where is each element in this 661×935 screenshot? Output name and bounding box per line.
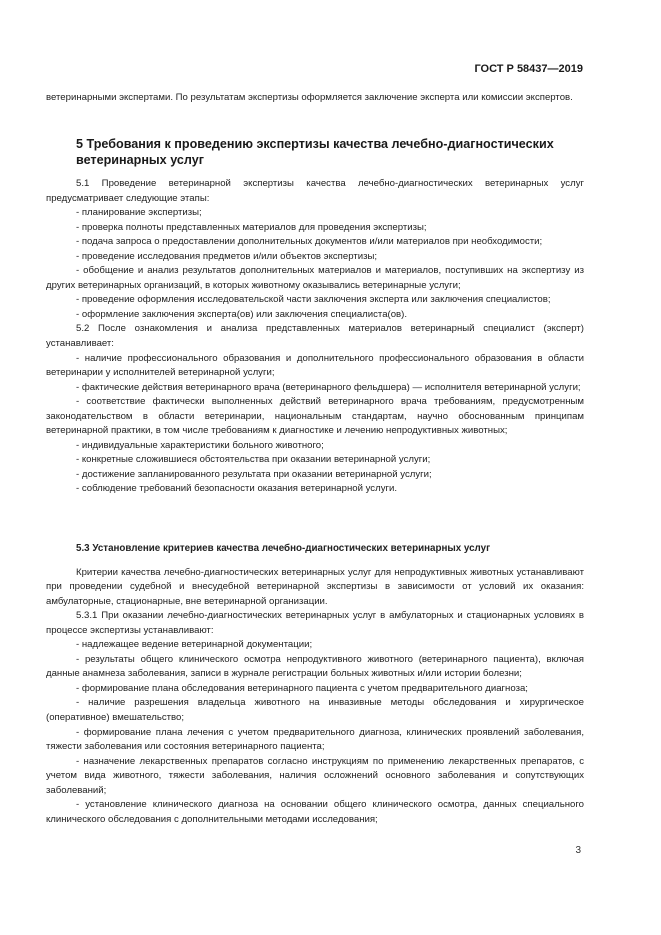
list-item: - формирование плана лечения с учетом предварительного диагноза, клинических проявлений заболевания, тяжести заболевания или состояния ветеринарного пациента; <box>46 726 584 753</box>
list-item: - проверка полноты представленных материалов для проведения экспертизы; <box>76 221 427 233</box>
list-item: - индивидуальные характеристики больного животного; <box>76 439 324 451</box>
list-item: - подача запроса о предоставлении дополнительных документов и/или материалов при необходимости; <box>76 236 543 248</box>
paragraph: ветеринарными экспертами. По результатам экспертизы оформляется заключение эксперта или комиссии экспертов. <box>46 92 573 103</box>
list-item: - достижение запланированного результата при оказании ветеринарной услуги; <box>76 468 432 480</box>
paragraph: 5.1 Проведение ветеринарной экспертизы качества лечебно-диагностических ветеринарных услуг предусматривает следующие этапы: <box>46 178 584 204</box>
list-item: - конкретные сложившиеся обстоятельства при оказании ветеринарной услуги; <box>76 454 431 466</box>
list-item: - наличие разрешения владельца животного на инвазивные методы обследования и хирургическое (оперативное) вмешательство; <box>46 697 584 724</box>
section-5-heading: 5 Требования к проведению экспертизы качества лечебно-диагностических ветеринарных услуг <box>76 137 554 167</box>
list-item: - наличие профессионального образования и дополнительного профессионального образования в области ветеринарии у исполнителей ветеринарной услуги; <box>46 352 584 379</box>
document-id: ГОСТ Р 58437—2019 <box>474 63 583 75</box>
list-item: - назначение лекарственных препаратов согласно инструкциям по применению лекарственных препаратов, с учетом вида животного, тяжести заболевания, наличия осложнений основного заболевания и сопутствующих заболеваний; <box>46 755 584 796</box>
list-item: - оформление заключения эксперта(ов) или заключения специалиста(ов). <box>76 308 408 320</box>
list-item: - планирование экспертизы; <box>76 207 202 219</box>
list-item: - проведение оформления исследовательской части заключения эксперта или заключения специалистов; <box>76 294 551 306</box>
section-5-3-body <box>46 542 584 827</box>
list-item: - надлежащее ведение ветеринарной документации; <box>76 639 313 651</box>
page-number: 3 <box>575 845 581 856</box>
list-item: - фактические действия ветеринарного врача (ветеринарного фельдшера) — исполнителя ветеринарной услуги; <box>76 381 581 393</box>
section-5-3-heading: 5.3 Установление критериев качества лечебно-диагностических ветеринарных услуг <box>76 543 491 554</box>
list-item: - результаты общего клинического осмотра непродуктивного животного (ветеринарного пациента), включая данные анамнеза заболевания, записи в журнале регистрации больных животных и/или истории болезни; <box>46 653 584 680</box>
list-item: - соблюдение требований безопасности оказания ветеринарной услуги. <box>76 483 398 495</box>
paragraph: 5.3.1 При оказании лечебно-диагностических ветеринарных услуг в амбулаторных и стационарных условиях в процессе экспертизы устанавливают: <box>46 610 584 636</box>
list-item: - проведение исследования предметов и/или объектов экспертизы; <box>76 250 378 262</box>
list-item: - соответствие фактически выполненных действий ветеринарного врача требованиям, предусмотренным законодательством в области ветеринарии, национальным стандартам, научно обоснованным принципам ветеринарной практики, в том числе требованиям к диагностике и лечению непродуктивных животных; <box>46 396 584 437</box>
list-item: - обобщение и анализ результатов дополнительных материалов и материалов, поступивших на экспертизу из других ветеринарных организаций, в которых животному оказывались ветеринарные услуги; <box>46 265 584 291</box>
intro-paragraph <box>46 91 584 106</box>
list-item: - установление клинического диагноза на основании общего клинического осмотра, данных специального клинического обследования с дополнительными методами исследования; <box>46 799 584 825</box>
paragraph: 5.2 После ознакомления и анализа представленных материалов ветеринарный специалист (эксперт) устанавливает: <box>46 323 584 350</box>
paragraph: Критерии качества лечебно-диагностических ветеринарных услуг для непродуктивных животных устанавливают при проведении судебной и внесудебной ветеринарной экспертизы в зависимости от условий их оказания: амбулаторные, стационарные, вне ветеринарной организации. <box>46 566 584 607</box>
list-item: - формирование плана обследования ветеринарного пациента с учетом предварительного диагноза; <box>76 682 528 694</box>
section-5-body <box>46 177 584 497</box>
